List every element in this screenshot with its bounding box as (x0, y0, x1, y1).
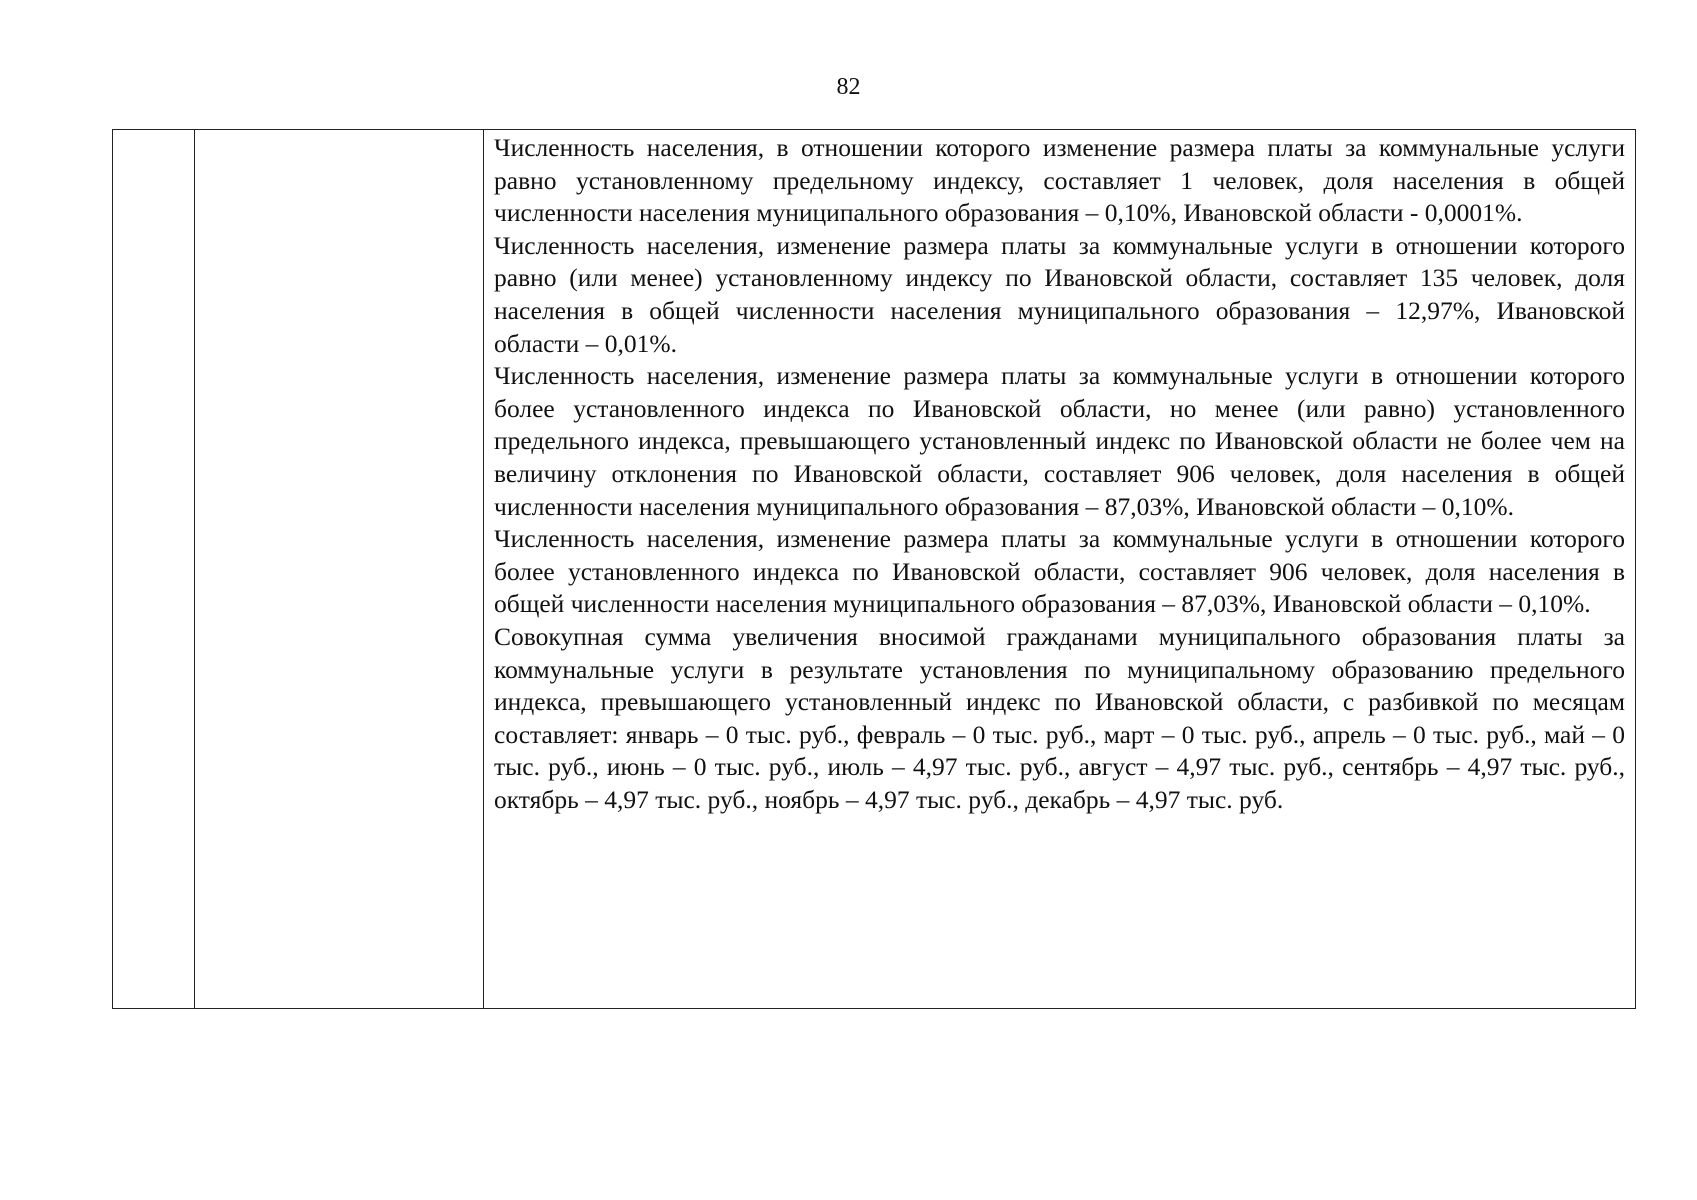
table-row (113, 130, 1636, 1009)
paragraph-index-less-or-equal: Численность населения, изменение размера платы за коммунальные услуги в отношении которого равно (или менее) установленному индексу по Ивановской области, составляет 135 человек, доля населения в общей численности населения муниципального образования – 12,97%, Ивановской области – 0,01%. (494, 230, 1625, 358)
paragraph-index-between: Численность населения, изменение размера платы за коммунальные услуги в отношении которого более установленного индекса по Ивановской области, но менее (или равно) установленного предельного индекса, превышающего установленный индекс по Ивановской области не более чем на величину отклонения по Ивановской области, составляет 906 человек, доля населения в общей численности населения муниципального образования – 87,03%, Ивановской области – 0,10%. (494, 361, 1625, 521)
table-cell-content (484, 130, 1636, 1009)
table-cell-indicator (195, 130, 484, 1009)
paragraph-index-greater: Численность населения, изменение размера платы за коммунальные услуги в отношении которого более установленного индекса по Ивановской области, составляет 906 человек, доля населения в общей численности населения муниципального образования – 87,03%, Ивановской области – 0,10%. (494, 524, 1625, 619)
data-table (112, 129, 1636, 1009)
table-cell-number (113, 130, 195, 1009)
paragraph-monthly-total: Совокупная сумма увеличения вносимой гражданами муниципального образования платы за коммунальные услуги в результате установления по муниципальному образованию предельного индекса, превышающего установленный индекс по Ивановской области, с разбивкой по месяцам составляет: январь – 0 тыс. руб., февраль – 0 тыс. руб., март – 0 тыс. руб., апрель – 0 тыс. руб., май – 0 тыс. руб., июнь – 0 тыс. руб., июль – 4,97 тыс. руб., август – 4,97 тыс. руб., сентябрь – 4,97 тыс. руб., октябрь – 4,97 тыс. руб., ноябрь – 4,97 тыс. руб., декабрь – 4,97 тыс. руб. (494, 621, 1625, 814)
paragraph-index-equal: Численность населения, в отношении которого изменение размера платы за коммунальные услуги равно установленному предельному индексу, составляет 1 человек, доля населения в общей численности населения муниципального образования – 0,10%, Ивановской области - 0,0001%. (494, 133, 1625, 228)
page-number: 82 (836, 74, 861, 100)
